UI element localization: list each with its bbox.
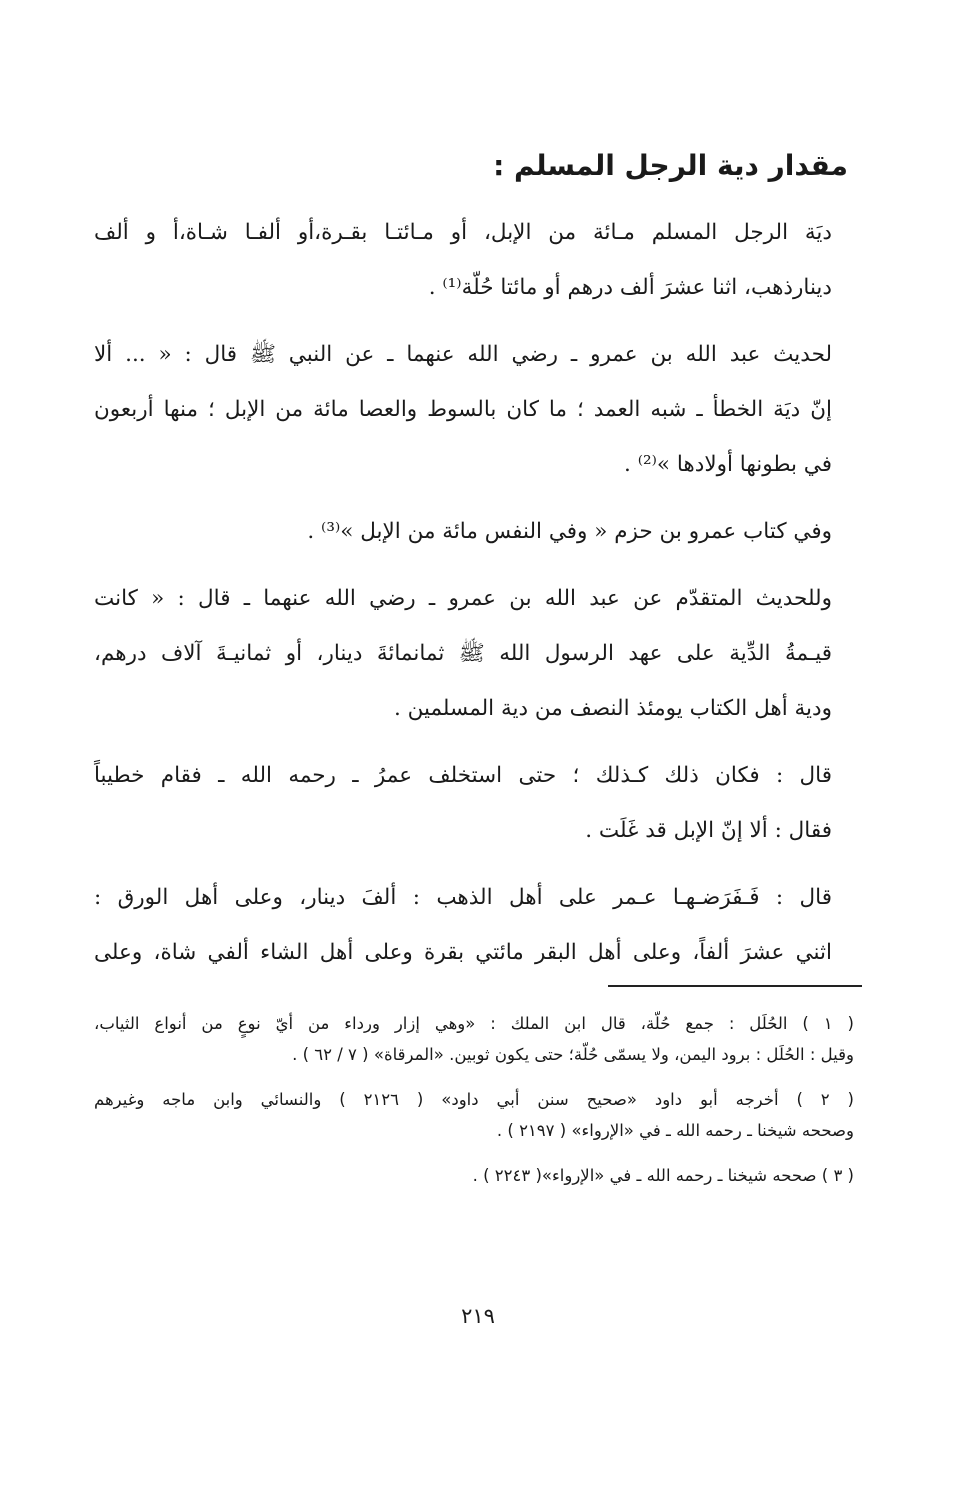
text-line: وللحديث المتقدّم عن عبد الله بن عمرو ـ رضي الله عنهما ـ قال : « كانت	[94, 586, 832, 611]
text-line: ديَة الرجل المسلم مـائة من الإبل، أو مـائتـا بقـرة،أو ألفـا شـاة،أ و ألف	[94, 220, 832, 245]
section-heading: مقدار دية الرجل المسلم :	[493, 149, 848, 182]
footnote-line: وصححه شيخنا ـ رحمه الله ـ في «الإرواء» ( ٢١٩٧ ) .	[496, 1121, 854, 1140]
paragraph	[94, 748, 856, 858]
body-text	[94, 205, 856, 992]
footnote-line: ( ٣ ) صححه شيخنا ـ رحمه الله ـ في «الإرواء»( ٢٢٤٣ ) .	[472, 1166, 854, 1185]
text-line: وفي كتاب عمرو بن حزم « وفي النفس مائة من الإبل »⁽³⁾ .	[307, 519, 832, 544]
text-line: قال : فَـفَرَضـهـا عـمر على أهل الذهب : ألفَ دينار، وعلى أهل الورق :	[94, 885, 832, 910]
text-line: لحديث عبد الله بن عمرو ـ رضي الله عنهما ـ عن النبي ﷺ قال : « ... ألا	[94, 342, 832, 367]
text-line: اثني عشرَ ألفاً، وعلى أهل البقر مائتي بقرة وعلى أهل الشاء ألفي شاة، وعلى	[94, 940, 832, 965]
footnote-line: ( ٢ ) أخرجه أبو داود «صحيح سنن أبي داود» ( ٢١٢٦ ) والنسائي وابن ماجه وغيرهم	[94, 1090, 854, 1109]
footnote-separator	[608, 985, 862, 987]
paragraph	[94, 571, 856, 736]
footnote-line: ( ١ ) الحُلَل : جمع حُلّة، قال ابن الملك : «وهي إزار ورداء من أيّ نوعٍ من أنواع الثياب،	[94, 1014, 854, 1033]
text-line: قال : فكان ذلك كـذلك ؛ حتى استخلف عمرُ ـ رحمه الله ـ فقام خطيباً	[94, 763, 832, 788]
text-line: في بطونها أولادها »⁽²⁾ .	[624, 452, 832, 477]
page-number: ٢١٩	[461, 1304, 495, 1328]
text-line: قيـمةُ الدِّية على عهد الرسول الله ﷺ ثمانمائةَ دينار، أو ثمانيـةَ آلاف درهم،	[94, 641, 832, 666]
footnote	[94, 1160, 864, 1191]
paragraph	[94, 327, 856, 492]
paragraph	[94, 205, 856, 315]
text-line: فقال : ألا إنّ الإبل قد غَلَت .	[585, 818, 832, 843]
text-line: إنّ ديَة الخطأ ـ شبه العمد ؛ ما كان بالسوط والعصا مائة من الإبل ؛ منها أربعون	[94, 397, 832, 422]
footnote-line: وقيل : الحُلَل : برود اليمن، ولا يسمّى حُلّة؛ حتى يكون ثوبين. «المرقاة» ( ٧ / ٦٢ ) .	[292, 1045, 854, 1064]
paragraph	[94, 870, 856, 980]
text-line: دينارذهب، اثنا عشرَ ألف درهم أو مائتا حُلّة⁽¹⁾ .	[428, 275, 832, 300]
footnote	[94, 1084, 864, 1146]
footnote	[94, 1008, 864, 1070]
footnotes	[94, 1008, 864, 1205]
text-line: ودية أهل الكتاب يومئذ النصف من دية المسلمين .	[393, 696, 832, 721]
paragraph	[94, 504, 856, 559]
